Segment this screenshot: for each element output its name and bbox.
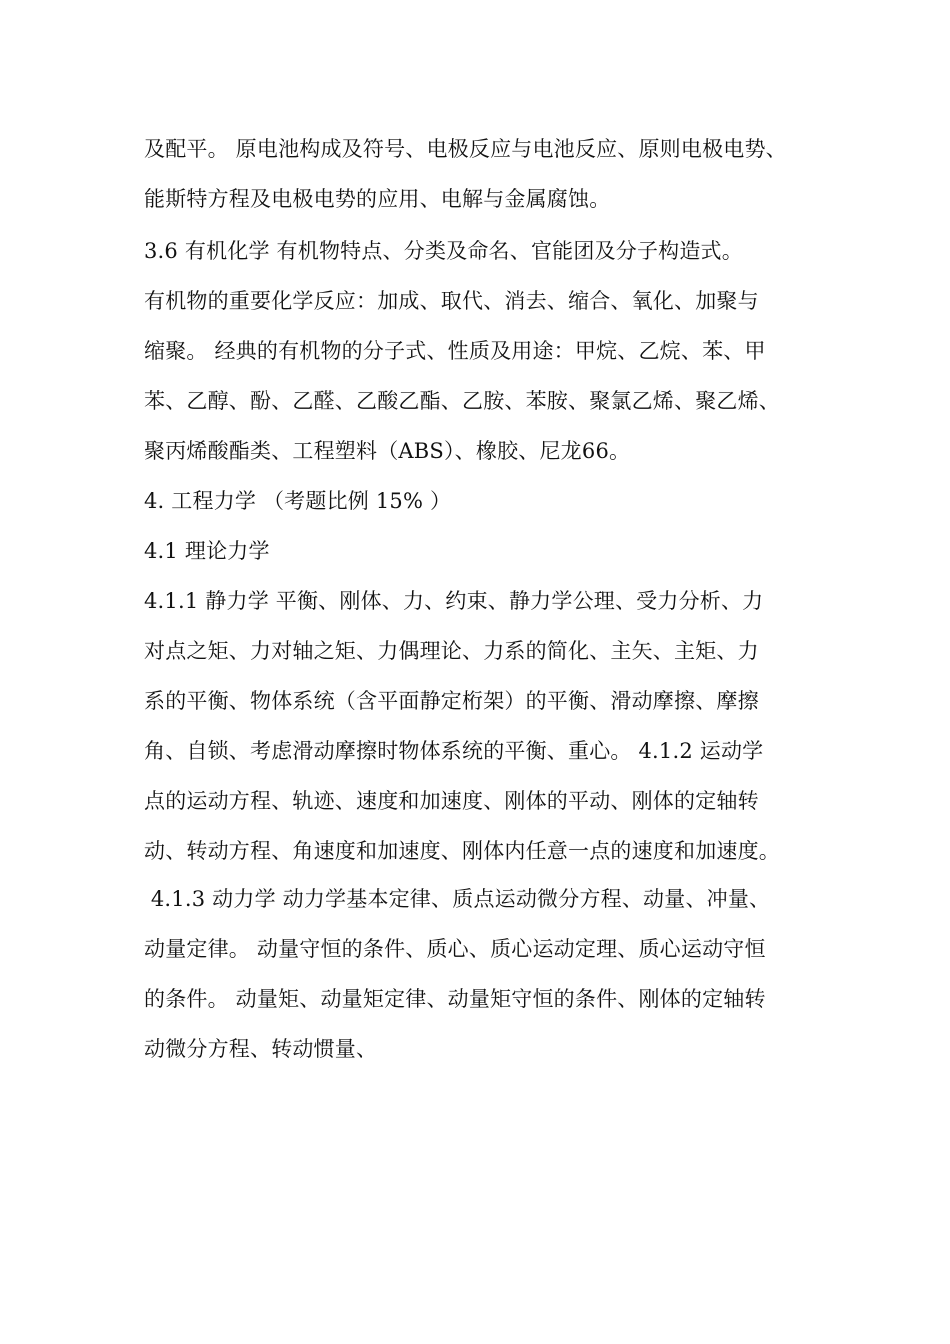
text-line: 3.6 有机化学 有机物特点、分类及命名、官能团及分子构造式。 bbox=[144, 239, 743, 263]
text-line: 聚丙烯酸酯类、工程塑料（ABS）、橡胶、尼龙66。 bbox=[144, 439, 631, 463]
section-heading: 4. 工程力学 （考题比例 15% ） bbox=[144, 489, 452, 513]
subsection-heading: 4.1 理论力学 bbox=[144, 539, 270, 563]
text-line: 的条件。 动量矩、动量矩定律、动量矩守恒的条件、刚体的定轴转 bbox=[144, 987, 766, 1011]
text-line: 4.1.1 静力学 平衡、刚体、力、约束、静力学公理、受力分析、力 bbox=[144, 589, 764, 613]
text-line: 对点之矩、力对轴之矩、力偶理论、力系的简化、主矢、主矩、力 bbox=[144, 639, 759, 663]
text-line: 系的平衡、物体系统（含平面静定桁架）的平衡、滑动摩擦、摩擦 bbox=[144, 689, 759, 713]
text-line: 有机物的重要化学反应：加成、取代、消去、缩合、氧化、加聚与 bbox=[144, 289, 759, 313]
text-line: 4.1.3 动力学 动力学基本定律、质点运动微分方程、动量、冲量、 bbox=[144, 887, 771, 911]
text-line: 点的运动方程、轨迹、速度和加速度、刚体的平动、刚体的定轴转 bbox=[144, 789, 759, 813]
text-line: 动、转动方程、角速度和加速度、刚体内任意一点的速度和加速度。 bbox=[144, 839, 780, 863]
text-line: 缩聚。 经典的有机物的分子式、性质及用途：甲烷、乙烷、苯、甲 bbox=[144, 339, 766, 363]
text-line: 及配平。 原电池构成及符号、电极反应与电池反应、原则电极电势、 bbox=[144, 137, 787, 161]
text-line: 动微分方程、转动惯量、 bbox=[144, 1037, 378, 1061]
text-line: 苯、乙醇、酚、乙醛、乙酸乙酯、乙胺、苯胺、聚氯乙烯、聚乙烯、 bbox=[144, 389, 780, 413]
text-line: 角、自锁、考虑滑动摩擦时物体系统的平衡、重心。 4.1.2 运动学 bbox=[144, 739, 764, 763]
text-line: 动量定律。 动量守恒的条件、质心、质心运动定理、质心运动守恒 bbox=[144, 937, 766, 961]
text-line: 能斯特方程及电极电势的应用、电解与金属腐蚀。 bbox=[144, 187, 611, 211]
